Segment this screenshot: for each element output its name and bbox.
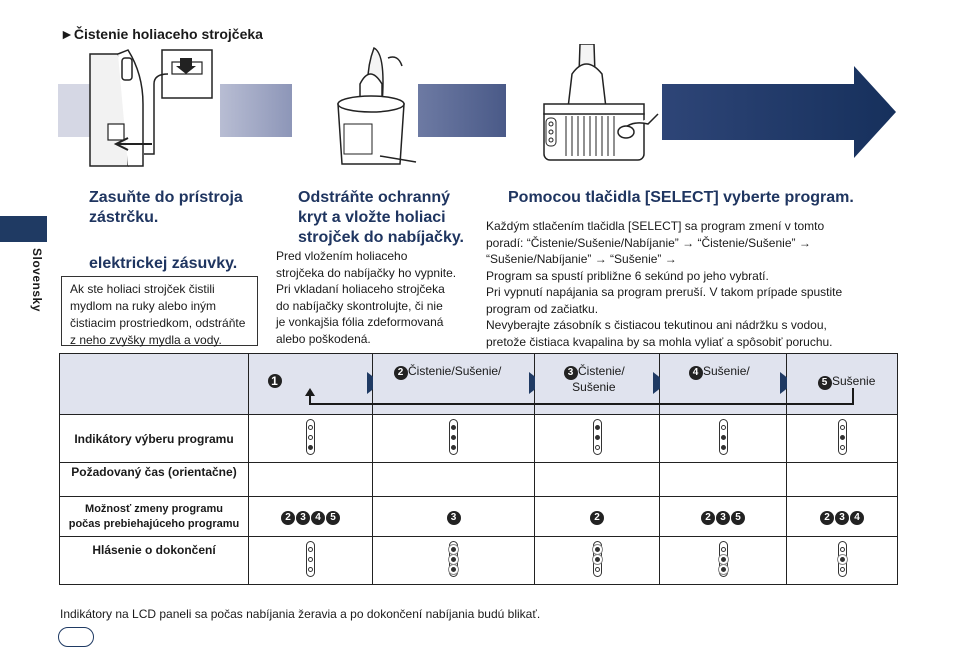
progress-band-3 [418, 84, 506, 137]
step3-body-line: Nevyberajte zásobník s čistiacou tekutinou ani nádržku s vodou, [486, 318, 827, 332]
row-label [60, 497, 249, 537]
section-title: ►Čistenie holiaceho strojčeka [60, 26, 263, 42]
program-number: 3 [447, 511, 461, 525]
program-label-2: Sušenie [572, 380, 616, 394]
indicator-cell [787, 415, 898, 463]
select-illustration [536, 44, 662, 170]
led-indicator [449, 541, 458, 577]
change-cell [249, 497, 373, 537]
time-cell [373, 463, 535, 497]
row-label-line: počas prebiehajúceho programu [68, 517, 240, 530]
note-line: Ak ste holiaci strojček čistili [70, 282, 215, 296]
step2-title-line: kryt a vložte holiaci [298, 209, 446, 226]
change-cell [787, 497, 898, 537]
step3-body-line: “Sušenie/Nabíjanie” → “Sušenie” → [486, 252, 677, 266]
change-cell [373, 497, 535, 537]
time-cell [249, 463, 373, 497]
row-label: Požadovaný čas (orientačne) [60, 463, 249, 497]
language-tab [0, 216, 47, 242]
led-indicator [593, 419, 602, 455]
step2-body-line: Pri vkladaní holiaceho strojčeka [276, 282, 445, 296]
change-row [60, 497, 898, 537]
program-2-label [393, 364, 501, 380]
language-label: Slovensky [30, 248, 44, 312]
program-number: 3 [716, 511, 730, 525]
step2-title [298, 188, 464, 248]
charger-illustration [320, 44, 420, 170]
program-number: 4 [311, 511, 325, 525]
completion-cell [373, 537, 535, 585]
step2-body-line: Pred vložením holiaceho [276, 249, 408, 263]
program-label: Sušenie/ [703, 364, 750, 378]
program-label: Čistenie/ [578, 364, 625, 378]
program-number: 2 [281, 511, 295, 525]
step3-title: Pomocou tlačidla [SELECT] vyberte program. [508, 189, 854, 206]
completion-cell [535, 537, 660, 585]
progress-arrow [662, 66, 898, 158]
indicator-row [60, 415, 898, 463]
program-label: Čistenie/Sušenie/ [408, 364, 502, 378]
completion-row [60, 537, 898, 585]
note-line: mydlom na ruky alebo iným [70, 299, 217, 313]
time-row [60, 463, 898, 497]
led-indicator [593, 541, 602, 577]
program-label: Sušenie [832, 374, 876, 388]
program-number: 5 [326, 511, 340, 525]
step3-body-line: poradí: “Čistenie/Sušenie/Nabíjanie” → “Čistenie/Sušenie” → [486, 235, 811, 250]
completion-cell [660, 537, 787, 585]
program-number: 2 [590, 511, 604, 525]
step2-title-line: Odstráňte ochranný [298, 189, 451, 206]
cycle-return-line [300, 386, 860, 408]
change-cell [535, 497, 660, 537]
program-number: 3 [835, 511, 849, 525]
led-indicator [838, 419, 847, 455]
program-number: 4 [689, 366, 703, 380]
step1-title-line: zástrčku. [89, 209, 159, 226]
step2-title-line: strojček do nabíjačky. [298, 229, 464, 246]
step3-body-line: Každým stlačením tlačidla [SELECT] sa program zmení v tomto [486, 219, 825, 233]
step2-body-line: alebo poškodená. [276, 331, 371, 346]
program-number: 3 [296, 511, 310, 525]
step2-body-line: je vonkajšia fólia zdeformovaná [276, 315, 444, 329]
page-number-oval [58, 627, 94, 647]
row-label: Indikátory výberu programu [60, 415, 249, 463]
note-line: z neho zvyšky mydla a vody. [70, 333, 222, 347]
program-number: 2 [820, 511, 834, 525]
program-number: 5 [731, 511, 745, 525]
soap-note [61, 276, 258, 346]
step2-body [276, 248, 456, 347]
step1-title-extra: elektrickej zásuvky. [89, 255, 238, 272]
step3-body-line: Program sa spustí približne 6 sekúnd po jeho vybratí. [486, 268, 769, 283]
program-number: 3 [564, 366, 578, 380]
step2-body-line: strojčeka do nabíjačky ho vypnite. [276, 265, 457, 280]
step3-body-line: program od začiatku. [486, 301, 599, 316]
step3-body-line: Pri vypnutí napájania sa program preruší. V takom prípade spustite [486, 285, 843, 299]
progress-band-2 [220, 84, 292, 137]
step2-body-line: do nabíjačky skontrolujte, či nie [276, 298, 443, 313]
step1-title [89, 188, 243, 228]
row-label-line: Možnosť zmeny programu [85, 502, 223, 515]
program-4-label [688, 364, 750, 380]
program-number: 5 [818, 376, 832, 390]
plug-illustration [88, 44, 220, 170]
completion-cell [249, 537, 373, 585]
time-cell [787, 463, 898, 497]
program-number: 2 [394, 366, 408, 380]
completion-cell [787, 537, 898, 585]
program-number: 1 [268, 374, 282, 388]
led-indicator [719, 541, 728, 577]
step3-body [486, 218, 842, 350]
step3-body-line: pretože čistiaca kvapalina by sa mohla vyliať a spôsobiť poruchu. [486, 334, 833, 349]
step1-title-line: Zasuňte do prístroja [89, 189, 243, 206]
indicator-cell [535, 415, 660, 463]
led-indicator [838, 541, 847, 577]
change-cell [660, 497, 787, 537]
header-corner [60, 354, 249, 415]
row-label: Hlásenie o dokončení [60, 537, 249, 585]
program-number: 2 [701, 511, 715, 525]
note-line: čistiacim prostriedkom, odstráňte [70, 316, 246, 330]
footer-note: Indikátory na LCD paneli sa počas nabíjania žeravia a po dokončení nabíjania budú blikať. [60, 607, 541, 621]
time-cell [660, 463, 787, 497]
indicator-cell [249, 415, 373, 463]
led-indicator [306, 541, 315, 577]
led-indicator [449, 419, 458, 455]
progress-band-1 [58, 84, 90, 137]
indicator-cell [660, 415, 787, 463]
indicator-cell [373, 415, 535, 463]
program-number: 4 [850, 511, 864, 525]
time-cell [535, 463, 660, 497]
led-indicator [719, 419, 728, 455]
led-indicator [306, 419, 315, 455]
